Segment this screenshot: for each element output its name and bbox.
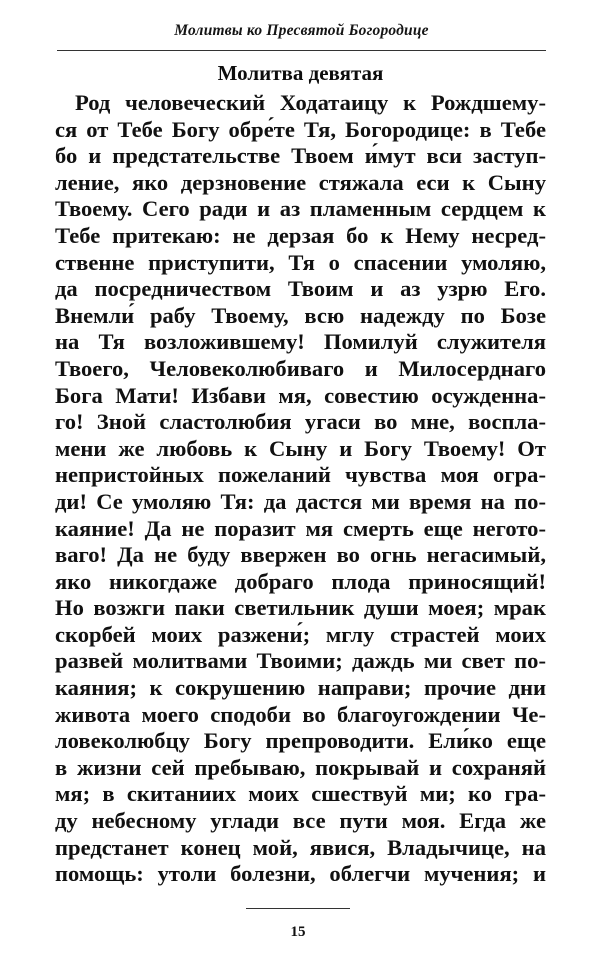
text-line: го! Зной сластолюбия угаси во мне, воспла-: [55, 409, 546, 435]
footer-divider: [246, 908, 350, 909]
text-line: ваго! Да не буду ввержен во огнь негасимый,: [55, 542, 546, 568]
text-line: яко никогдаже добраго плода приносящий!: [55, 568, 546, 594]
text-line: на Тя возложившему! Помилуй служителя: [55, 329, 546, 355]
text-line: в жизни сей пребываю, покрывай и сохраняй: [55, 754, 546, 780]
text-line: Внемли́ рабу Твоему, всю надежду по Бозе: [55, 302, 546, 328]
running-header: Молитвы ко Пресвятой Богородице: [174, 22, 429, 39]
text-line: ловеколюбцу Богу препроводити. Ели́ко еще: [55, 728, 546, 754]
text-line: предстанет конец мой, явися, Владычице, на: [55, 834, 546, 860]
text-line: мени же любовь к Сыну и Богу Твоему! От: [55, 435, 546, 461]
text-line: бо и предстательстве Твоем и́мут вси заступ-: [55, 143, 546, 169]
text-line: Твоего, Человеколюбиваго и Милосерднаго: [55, 355, 546, 381]
text-line: Тебе притекаю: не дерзая бо к Нему несред-: [55, 222, 546, 248]
header-divider: [57, 50, 546, 51]
text-line: да посредничеством Твоим и аз узрю Его.: [55, 276, 546, 302]
text-line: живота моего сподоби во благоугождении Че-: [55, 701, 546, 727]
text-line: Твоему. Сего ради и аз пламенным сердцем к: [55, 196, 546, 222]
text-line: Род человеческий Ходатаицу к Рождшему-: [75, 90, 546, 115]
text-line: ственне приступити, Тя о спасении умоляю,: [55, 249, 546, 275]
text-line: ся от Тебе Богу обре́те Тя, Богородице: в Тебе: [55, 116, 546, 142]
page-number: 15: [290, 924, 306, 940]
text-line: непристойных пожеланий чувства моя огра-: [55, 462, 546, 488]
text-line: каяние! Да не поразит мя смерть еще негото-: [55, 515, 546, 541]
text-line: ди! Се умоляю Тя: да дастся ми время на по-: [55, 488, 546, 514]
text-line: развей молитвами Твоими; даждь ми свет по-: [55, 648, 546, 674]
text-line: ду небесному углади все пути моя. Егда же: [55, 808, 546, 834]
text-line: помощь: утоли болезни, облегчи мучения; и: [55, 861, 546, 887]
text-line: скорбей моих разжени́; мглу страстей моих: [55, 621, 546, 647]
prayer-body: [55, 90, 546, 888]
text-line: ление, яко дерзновение стяжала еси к Сыну: [55, 169, 546, 195]
prayer-title: Молитва девятая: [217, 61, 384, 85]
text-line: каяния; к сокрушению направи; прочие дни: [55, 675, 546, 701]
text-line: Но возжги паки светильник души моея; мрак: [55, 595, 546, 621]
text-line: Бога Мати! Избави мя, совестию осужденна-: [55, 382, 546, 408]
text-line: мя; в скитаниих моих сшествуй ми; ко гра-: [55, 781, 546, 807]
